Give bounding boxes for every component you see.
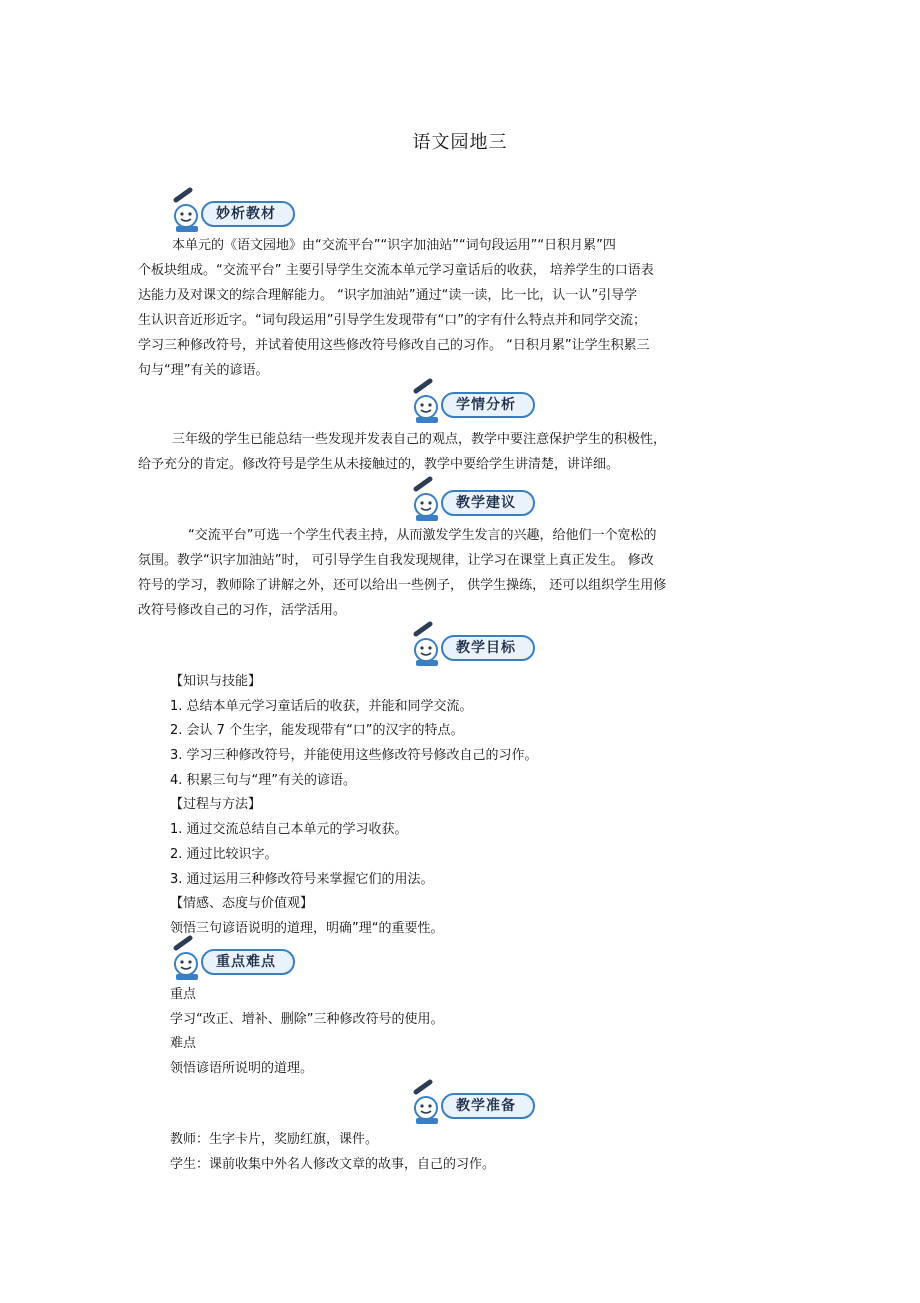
subheading: 【过程与方法】: [170, 797, 262, 813]
list-item: 教师：生字卡片，奖励红旗，课件。: [170, 1132, 379, 1147]
list-item: 领悟谚语所说明的道理。: [170, 1061, 314, 1077]
section-badge-jianyi: [408, 475, 538, 523]
text-line: 给予充分的肯定。修改符号是学生从未接触过的，教学中要给学生讲清楚，讲详细。: [138, 457, 620, 472]
section-heading: 妙析教材: [216, 206, 276, 222]
list-item: 1. 通过交流总结自己本单元的学习收获。: [170, 822, 408, 838]
list-item: 4. 积累三句与“理”有关的谚语。: [170, 772, 357, 788]
list-item: 2. 通过比较识字。: [170, 846, 278, 862]
list-item: 3. 学习三种修改符号，并能使用这些修改符号修改自己的习作。: [170, 748, 538, 764]
list-item: 学生：课前收集中外名人修改文章的故事，自己的习作。: [170, 1156, 496, 1172]
text-line: 氛围。教学“识字加油站”时， 可引导学生自我发现规律，让学习在课堂上真正发生。 修改: [138, 553, 654, 568]
section-badge-mubiao: [408, 620, 538, 668]
paragraph-jianyi: [138, 523, 763, 623]
text-line: “交流平台”可选一个学生代表主持，从而激发学生发言的兴趣，给他们一个宽松的: [188, 528, 657, 543]
section-heading: 教学目标: [456, 640, 516, 656]
section-heading: 重点难点: [216, 954, 276, 970]
text-line: 生认识音近形近字。“词句段运用”引导学生发现带有“口”的字有什么特点并和同学交流；: [138, 313, 646, 328]
list-item: 领悟三句谚语说明的道理，明确”理“的重要性。: [170, 920, 444, 936]
list-item: 学习“改正、增补、删除”三种修改符号的使用。: [170, 1011, 444, 1027]
text-line: 句与“理”有关的谚语。: [138, 363, 269, 378]
paragraph-xueqing: [138, 427, 763, 477]
section-badge-jiaocai: [168, 186, 298, 234]
page-title: 语文园地三: [412, 132, 508, 153]
list-item: 1. 总结本单元学习童话后的收获，并能和同学交流。: [170, 698, 473, 714]
section-heading: 学情分析: [456, 397, 516, 413]
section-badge-xueqing: [408, 377, 538, 425]
text-line: 达能力及对课文的综合理解能力。 “识字加油站”通过“读一读，比一比，认一认”引导学: [138, 288, 638, 303]
list-item: 3. 通过运用三种修改符号来掌握它们的用法。: [170, 871, 434, 887]
text-line: 本单元的《语文园地》由“交流平台”“识字加油站”“词句段运用”“日积月累”四: [172, 238, 616, 253]
list-mubiao: [170, 670, 770, 942]
subheading: 【情感、态度与价值观】: [170, 896, 314, 912]
section-badge-zhongdian: [168, 934, 298, 982]
list-item: 2. 会认 7 个生字，能发现带有“口”的汉字的特点。: [170, 723, 464, 739]
section-badge-zhunbei: [408, 1078, 538, 1126]
text-line: 改符号修改自己的习作，活学活用。: [138, 603, 347, 618]
text-line: 符号的学习，教师除了讲解之外，还可以给出一些例子， 供学生操练， 还可以组织学生用修: [138, 578, 667, 593]
text-line: 学习三种修改符号，并试着使用这些修改符号修改自己的习作。 “日积月累”让学生积累三: [138, 338, 650, 353]
section-heading: 教学建议: [456, 495, 516, 511]
section-heading: 教学准备: [456, 1098, 516, 1114]
paragraph-jiaocai: [138, 233, 763, 383]
list-zhunbei: [170, 1128, 770, 1177]
subheading: 重点: [170, 987, 197, 1002]
list-zhongdian: [170, 983, 770, 1082]
text-line: 三年级的学生已能总结一些发现并发表自己的观点，教学中要注意保护学生的积极性，: [172, 432, 667, 447]
subheading: 【知识与技能】: [170, 674, 262, 689]
text-line: 个板块组成。“交流平台” 主要引导学生交流本单元学习童话后的收获， 培养学生的口语表: [138, 263, 654, 278]
subheading: 难点: [170, 1036, 197, 1052]
